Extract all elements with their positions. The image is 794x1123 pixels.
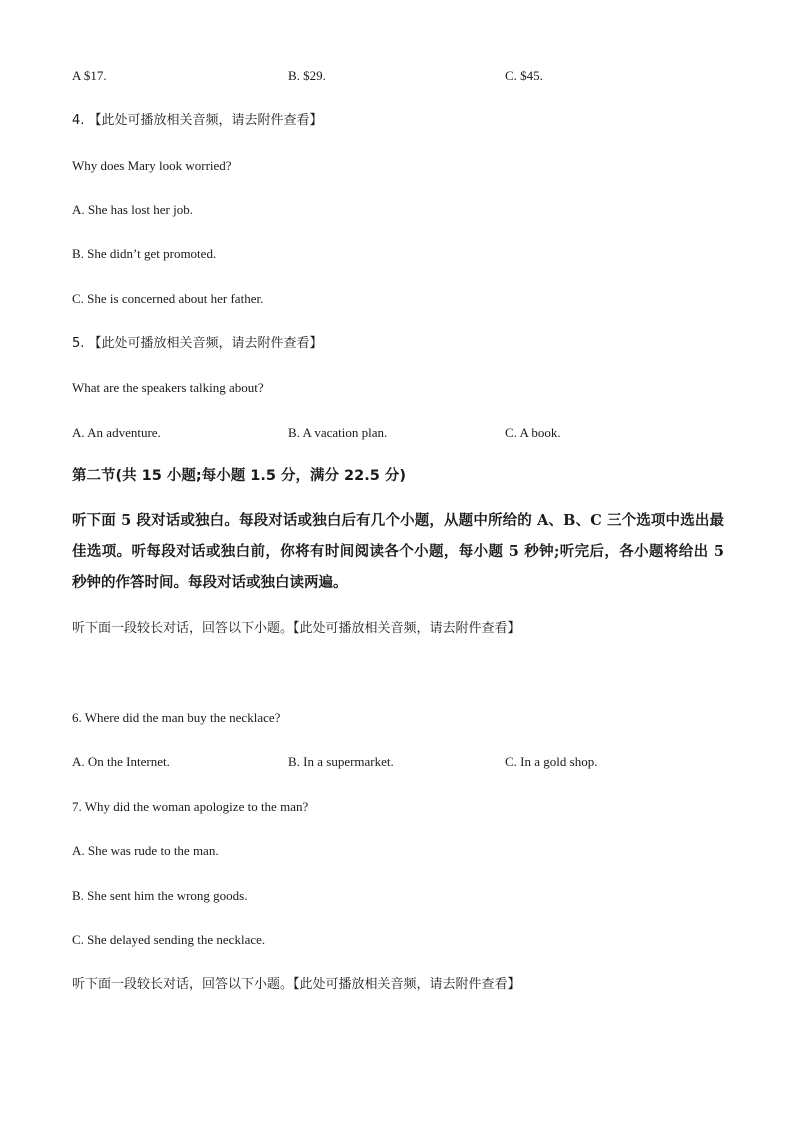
q3-option-a: A $17. xyxy=(72,68,107,83)
q5-options xyxy=(72,424,722,442)
q5-option-b: B. A vacation plan. xyxy=(288,425,388,440)
q7-option-c: C. She delayed sending the necklace. xyxy=(72,932,266,947)
q6-option-a: A. On the Internet. xyxy=(72,754,170,769)
q4-question: Why does Mary look worried? xyxy=(72,158,232,173)
q3-option-b: B. $29. xyxy=(288,68,326,83)
q7-option-b: B. She sent him the wrong goods. xyxy=(72,888,248,903)
q6-question: 6. Where did the man buy the necklace? xyxy=(72,710,281,725)
q5-option-c: C. A book. xyxy=(505,425,561,440)
q6-option-b: B. In a supermarket. xyxy=(288,754,394,769)
section-instructions: 听下面 5 段对话或独白。每段对话或独白后有几个小题，从题中所给的 A、B、C 三个选项中选出最佳选项。听每段对话或独白前，你将有时间阅读各个小题，每小题 5 秒钟;听完后，各小题将给出 5 秒钟的作答时间。每段对话或独白读两遍。 xyxy=(72,512,724,591)
q5-option-a: A. An adventure. xyxy=(72,425,161,440)
q6-options xyxy=(72,753,722,771)
q7-option-a: A. She was rude to the man. xyxy=(72,843,219,858)
q4-option-a: A. She has lost her job. xyxy=(72,202,193,217)
q5-question: What are the speakers talking about? xyxy=(72,380,264,395)
q4-option-b: B. She didn’t get promoted. xyxy=(72,246,217,261)
q4-audio-prompt: 4. 【此处可播放相关音频，请去附件查看】 xyxy=(72,113,323,128)
q3-options xyxy=(72,67,722,85)
q6-option-c: C. In a gold shop. xyxy=(505,754,598,769)
dialogue-prompt-1: 听下面一段较长对话，回答以下小题。【此处可播放相关音频，请去附件查看】 xyxy=(72,621,521,636)
q4-option-c: C. She is concerned about her father. xyxy=(72,291,264,306)
q3-option-c: C. $45. xyxy=(505,68,543,83)
q7-question: 7. Why did the woman apologize to the man? xyxy=(72,799,309,814)
q5-audio-prompt: 5. 【此处可播放相关音频，请去附件查看】 xyxy=(72,336,323,351)
section-title: 第二节(共 15 小题;每小题 1.5 分，满分 22.5 分) xyxy=(72,468,406,484)
dialogue-prompt-2: 听下面一段较长对话，回答以下小题。【此处可播放相关音频，请去附件查看】 xyxy=(72,977,521,992)
